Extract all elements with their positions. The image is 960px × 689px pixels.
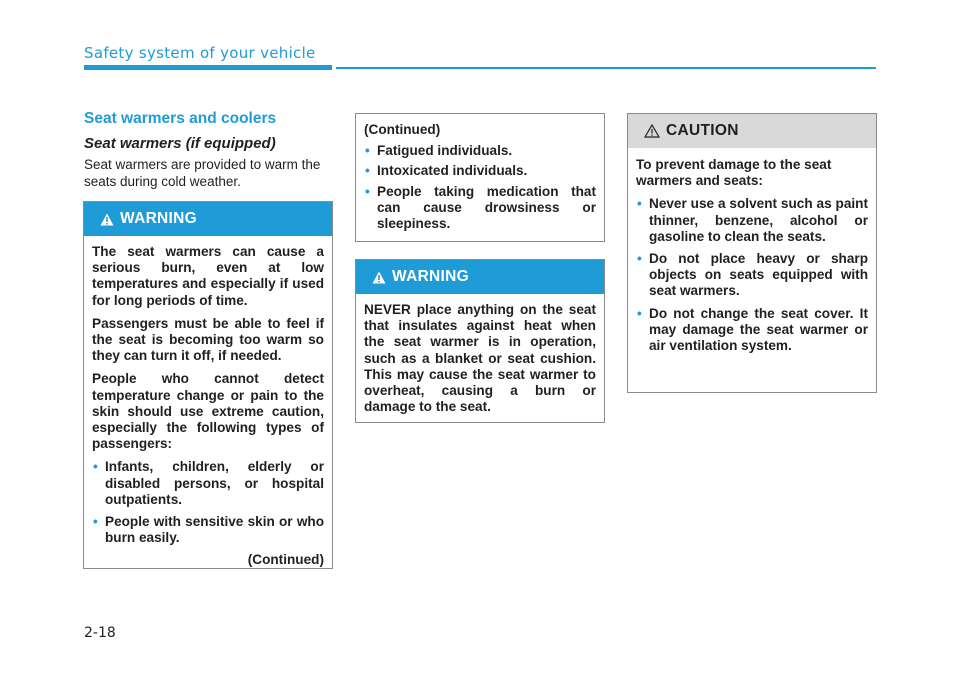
list-item: • Do not change the seat cover. It may damage the seat warmer or air ventilation system. [637,305,868,354]
list-item: • People with sensitive skin or who burn easily. [93,514,324,546]
caution-box [627,113,877,393]
section-subtitle: Seat warmers (if equipped) [84,135,276,152]
continued-bullet-list [364,143,596,232]
caution-box-heading [628,114,876,148]
warning-box-insulate [355,259,605,423]
warning-paragraph: The seat warmers can cause a serious burn, even at low temperatures and especially if used for long periods of time. [92,244,324,308]
caution-bullet-list [636,196,868,354]
caution-intro: To prevent damage to the seat warmers and seats: [636,157,832,189]
warning-paragraph: People who cannot detect temperature change or pain to the skin should use extreme caution, especially the following types of passengers: [92,371,324,452]
header-rule-thick [84,65,332,70]
continued-label: (Continued) [247,552,324,568]
section-title: Seat warmers and coolers [84,110,277,127]
continued-box [355,113,605,242]
warning-triangle-icon [372,271,386,284]
list-item: • Intoxicated individuals. [365,163,528,179]
section-intro: Seat warmers are provided to warm the seats during cold weather. [84,157,321,189]
warning-box-heat [83,201,333,569]
warning-bullet-list [92,459,324,546]
list-item: • People taking medication that can cause drowsiness or sleepiness. [365,183,596,232]
warning-heading-text: WARNING [392,268,470,285]
caution-triangle-icon [644,124,660,138]
warning-paragraph: Passengers must be able to feel if the seat is becoming too warm so they can turn it off, if needed. [92,315,324,364]
continued-box-label: (Continued) [364,122,441,137]
warning-heading-text: WARNING [120,210,198,227]
page-number: 2-18 [84,625,116,641]
header-rule-thin [336,67,876,69]
list-item: • Fatigued individuals. [365,143,513,159]
header-title: Safety system of your vehicle [84,44,316,62]
warning-box-heading [84,202,332,236]
list-item: • Infants, children, elderly or disabled persons, or hospital outpatients. [93,459,324,507]
list-item: • Do not place heavy or sharp objects on seats equipped with seat warmers. [637,251,868,299]
warning-triangle-icon [100,213,114,226]
list-item: • Never use a solvent such as paint thinner, benzene, alcohol or gasoline to clean the seats. [637,196,868,244]
warning-box-heading [356,260,604,294]
warning-box-body [84,236,332,569]
caution-heading-text: CAUTION [666,122,739,139]
warning-paragraph: NEVER place anything on the seat that insulates against heat when the seat warmer is in operation, such as a blanket or seat cushion. This may cause the seat warmer to overheat, causing a burn or damage to the seat. [364,302,596,415]
